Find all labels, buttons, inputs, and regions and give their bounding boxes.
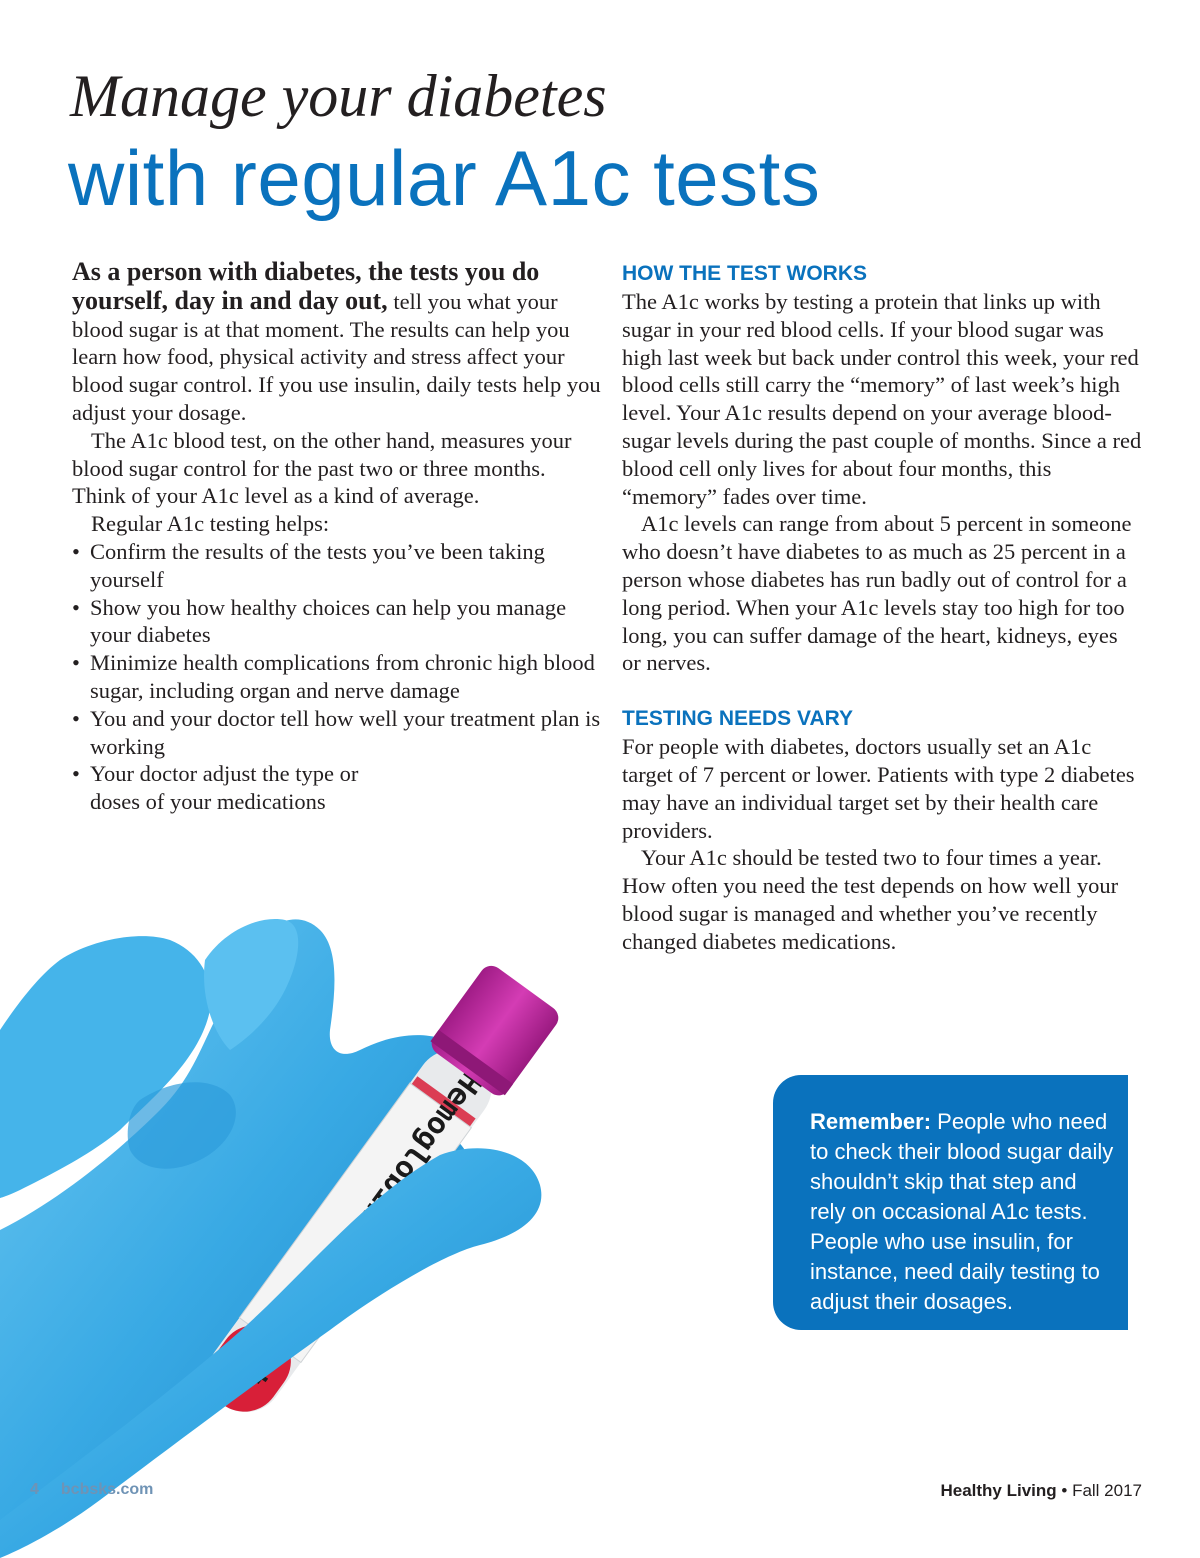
lead-text: tell you what your blood sugar is at that moment. The results can help you learn how food, physical activity and stress affect your blood sugar control. If you use insulin, daily tests help you adjust your dosage. (72, 288, 601, 425)
paragraph-a1c-levels: A1c levels can range from about 5 percent in someone who doesn’t have diabetes to as much as 25 percent in a person whose diabetes has run badly out of control for a long period. When your A1c levels stay too high for too long, you can suffer damage of the heart, kidneys, eyes or nerves. (622, 511, 1132, 676)
right-column (622, 260, 1142, 956)
callout-body: People who need to check their blood sugar daily shouldn’t skip that step and rely on occasional A1c tests. People who use insulin, for instance, need daily testing to adjust their dosages. (810, 1109, 1114, 1314)
list-item: • Minimize health complications from chronic high blood sugar, including organ and nerve damage (72, 649, 602, 705)
paragraph-test-frequency: Your A1c should be tested two to four times a year. How often you need the test depends on how well your blood sugar is managed and whether you’ve recently changed diabetes medications. (622, 845, 1119, 954)
lead-bold-text: As a person with diabetes, the tests you do yourself, day in and day out, (72, 257, 540, 315)
paragraph-a1c-test: The A1c blood test, on the other hand, measures your blood sugar control for the past two or three months. Think of your A1c level as a kind of average. (72, 427, 572, 509)
footer-left (30, 1481, 153, 1499)
callout-text (810, 1107, 1115, 1317)
list-item: • Your doctor adjust the type or doses of your medications (72, 760, 390, 816)
page-number: 4 (30, 1481, 39, 1498)
list-item: • Show you how healthy choices can help you manage your diabetes (72, 594, 602, 650)
issue-date: Fall 2017 (1072, 1481, 1142, 1500)
remember-callout (773, 1075, 1128, 1330)
footer-right (940, 1481, 1142, 1501)
website-link[interactable]: bcbsks.com (60, 1481, 154, 1498)
list-item: • You and your doctor tell how well your treatment plan is working (72, 705, 602, 761)
callout-label: Remember: (810, 1109, 932, 1134)
title-line-2: with regular A1c tests (68, 134, 821, 222)
paragraph-targets: For people with diabetes, doctors usually set an A1c target of 7 percent or lower. Patients with type 2 diabetes may have an individual target set by their health care providers. (622, 734, 1135, 843)
title-line-1: Manage your diabetes (70, 63, 607, 129)
magazine-name: Healthy Living (940, 1481, 1057, 1500)
section-heading-how-test-works: HOW THE TEST WORKS (622, 262, 867, 285)
list-item: • Confirm the results of the tests you’ve been taking yourself (72, 538, 602, 594)
left-column (72, 258, 602, 816)
footer-bullet: • (1056, 1481, 1073, 1500)
benefits-list (72, 538, 602, 816)
paragraph-testing-helps: Regular A1c testing helps: (91, 511, 330, 537)
gloved-hand-test-tube-photo (0, 900, 800, 1558)
lead-paragraph (72, 258, 602, 427)
paragraph-how-test-works: The A1c works by testing a protein that links up with sugar in your red blood cells. If your blood sugar was high last week but back under control this week, your red blood cells still carry the “memory” of last week’s high level. Your A1c results depend on your average blood-sugar levels during the past couple of months. Since a red blood cell only lives for about four months, this “memory” fades over time. (622, 289, 1142, 509)
section-heading-testing-needs: TESTING NEEDS VARY (622, 707, 854, 731)
